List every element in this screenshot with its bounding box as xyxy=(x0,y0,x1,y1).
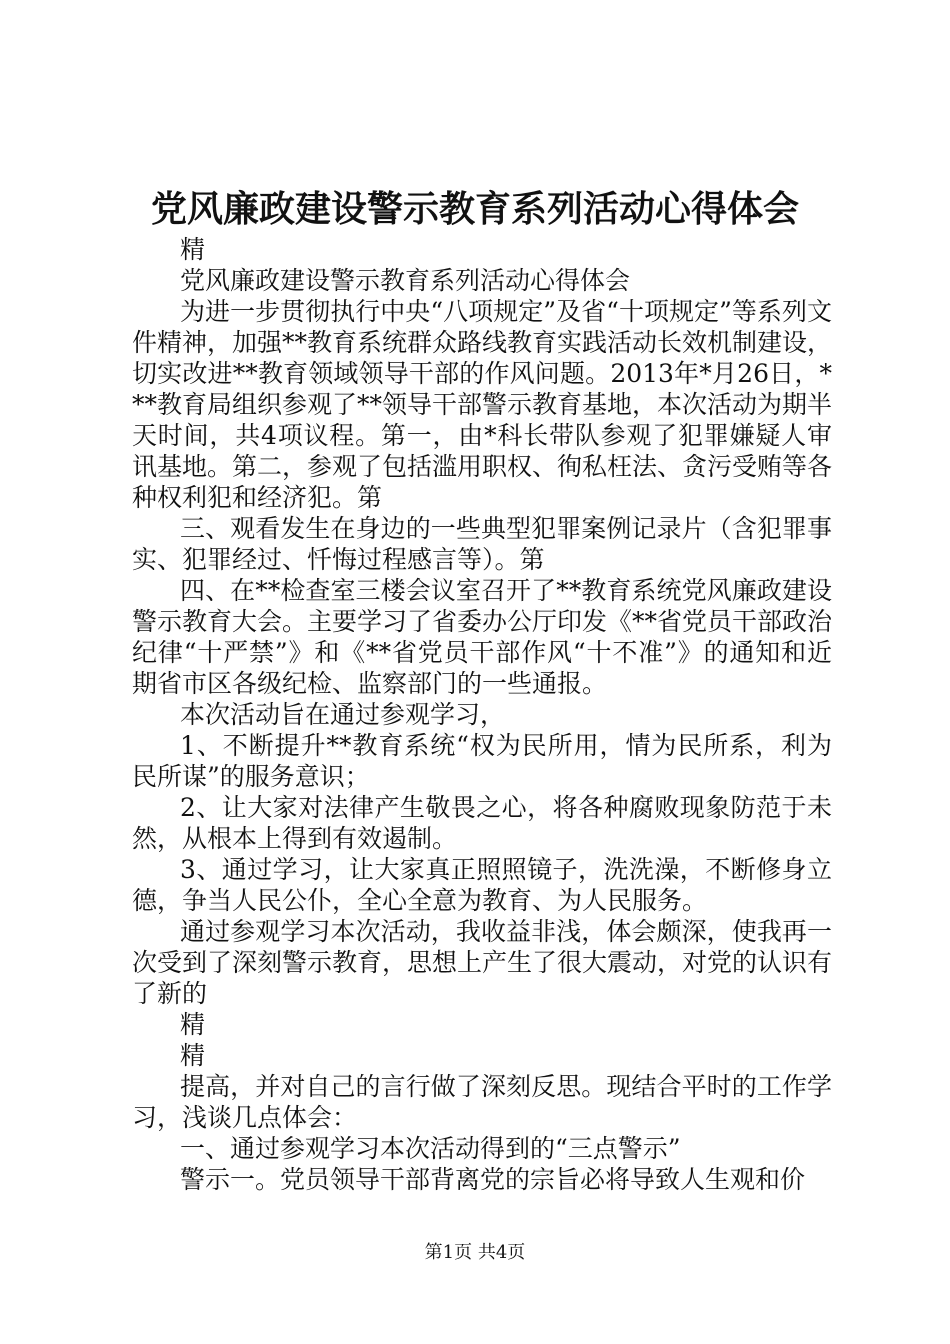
paragraph: 四、在**检查室三楼会议室召开了**教育系统党风廉政建设警示教育大会。主要学习了省委办公厅印发《**省党员干部政治纪律“十严禁”》和《**省党员干部作风“十不准”》的通知和近期省市区各级纪检、监察部门的一些通报。 xyxy=(132,576,833,698)
paragraph: 提高，并对自己的言行做了深刻反思。现结合平时的工作学习，浅谈几点体会： xyxy=(132,1072,832,1132)
paragraph: 精 xyxy=(180,1010,206,1039)
paragraph: 通过参观学习本次活动，我收益非浅，体会颇深，使我再一次受到了深刻警示教育，思想上产生了很大震动，对党的认识有了新的 xyxy=(132,917,833,1008)
paragraph: 警示一。党员领导干部背离党的宗旨必将导致人生观和价 xyxy=(180,1165,806,1194)
paragraph: 党风廉政建设警示教育系列活动心得体会 xyxy=(180,266,631,295)
page-footer: 第1页 共4页 xyxy=(424,1242,526,1263)
document-title: 党风廉政建设警示教育系列活动心得体会 xyxy=(150,188,799,230)
paragraph: 一、通过参观学习本次活动得到的“三点警示” xyxy=(180,1134,681,1163)
paragraph: 三、观看发生在身边的一些典型犯罪案例记录片（含犯罪事实、犯罪经过、忏悔过程感言等）。第 xyxy=(132,514,832,574)
paragraph: 为进一步贯彻执行中央“八项规定”及省“十项规定”等系列文件精神，加强**教育系统群众路线教育实践活动长效机制建设，切实改进**教育领域领导干部的作风问题。2013年*月26日，***教育局组织参观了**领导干部警示教育基地，本次活动为期半天时间，共4项议程。第一，由*科长带队参观了犯罪嫌疑人审讯基地。第二，参观了包括滥用职权、徇私枉法、贪污受贿等各种权利犯和经济犯。第 xyxy=(132,297,833,512)
paragraph: 2、让大家对法律产生敬畏之心，将各种腐败现象防范于未然，从根本上得到有效遏制。 xyxy=(132,793,832,853)
paragraph: 3、通过学习，让大家真正照照镜子，洗洗澡，不断修身立德，争当人民公仆，全心全意为教育、为人民服务。 xyxy=(132,855,832,915)
paragraph: 精 xyxy=(180,1041,206,1070)
paragraph: 本次活动旨在通过参观学习， xyxy=(180,700,506,729)
paragraph: 精 xyxy=(180,235,206,264)
paragraph: 1、不断提升**教育系统“权为民所用，情为民所系，利为民所谋”的服务意识； xyxy=(132,731,832,791)
document-body xyxy=(132,234,832,1195)
